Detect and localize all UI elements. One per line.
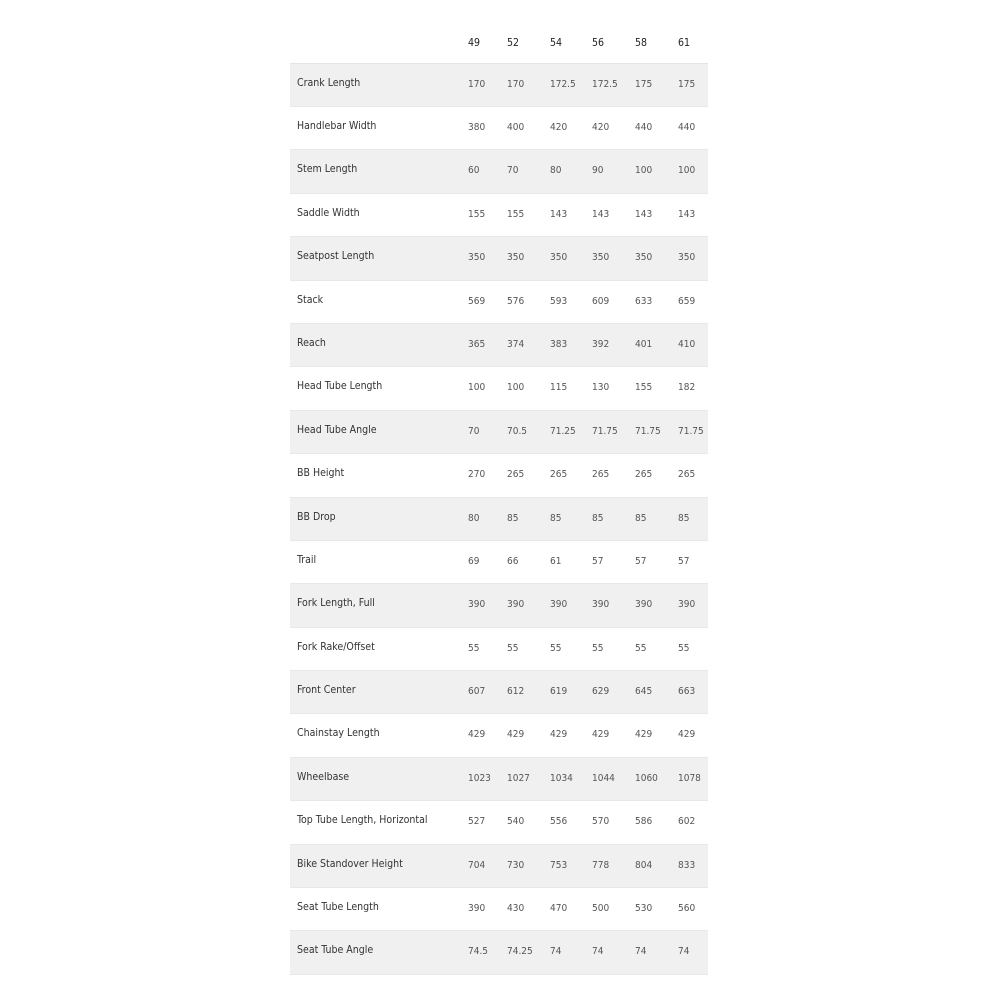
- row-value: 350: [635, 252, 653, 264]
- row-value: 704: [468, 859, 486, 871]
- row-value: 265: [507, 469, 525, 481]
- row-value: 833: [678, 859, 696, 871]
- row-value: 663: [678, 686, 696, 698]
- table-row: [290, 584, 708, 627]
- row-value: 57: [678, 555, 690, 567]
- table-row: [290, 931, 708, 974]
- size-header: 52: [507, 37, 520, 49]
- row-value: 730: [507, 859, 525, 871]
- row-value: 71.75: [592, 425, 618, 437]
- row-value: 61: [550, 555, 562, 567]
- row-value: 74: [635, 946, 647, 958]
- row-value: 593: [550, 295, 568, 307]
- table-row: [290, 758, 708, 801]
- row-value: 401: [635, 338, 653, 350]
- table-row: [290, 671, 708, 714]
- row-label: Head Tube Angle: [297, 423, 377, 436]
- row-value: 390: [678, 599, 696, 611]
- row-value: 265: [550, 469, 568, 481]
- row-value: 182: [678, 382, 696, 394]
- row-label: Front Center: [297, 684, 356, 697]
- row-value: 85: [550, 512, 562, 524]
- row-value: 170: [468, 78, 486, 90]
- row-value: 390: [468, 903, 486, 915]
- row-value: 71.75: [635, 425, 661, 437]
- row-value: 392: [592, 338, 610, 350]
- row-value: 429: [635, 729, 653, 741]
- row-value: 390: [592, 599, 610, 611]
- row-label: Seatpost Length: [297, 250, 375, 263]
- row-value: 155: [468, 208, 486, 220]
- row-value: 172.5: [592, 78, 618, 90]
- row-value: 556: [550, 816, 568, 828]
- row-value: 1060: [635, 772, 658, 784]
- row-value: 383: [550, 338, 568, 350]
- table-row: [290, 281, 708, 324]
- row-value: 429: [592, 729, 610, 741]
- geometry-table: [290, 20, 708, 975]
- row-value: 1078: [678, 772, 701, 784]
- size-header: 58: [635, 37, 648, 49]
- table-row: [290, 845, 708, 888]
- row-value: 390: [507, 599, 525, 611]
- row-label: Fork Length, Full: [297, 597, 375, 610]
- row-label: BB Height: [297, 467, 345, 480]
- row-value: 172.5: [550, 78, 576, 90]
- row-label: Seat Tube Length: [297, 901, 379, 914]
- row-value: 429: [550, 729, 568, 741]
- row-value: 55: [468, 642, 480, 654]
- row-value: 576: [507, 295, 525, 307]
- row-label: Stack: [297, 293, 324, 306]
- row-value: 55: [635, 642, 647, 654]
- row-value: 390: [635, 599, 653, 611]
- row-value: 170: [507, 78, 525, 90]
- row-label: Trail: [297, 553, 317, 566]
- row-value: 71.75: [678, 425, 704, 437]
- row-value: 1034: [550, 772, 573, 784]
- row-value: 100: [635, 165, 653, 177]
- row-value: 530: [635, 903, 653, 915]
- row-label: Top Tube Length, Horizontal: [297, 814, 428, 827]
- row-value: 633: [635, 295, 653, 307]
- row-value: 66: [507, 555, 519, 567]
- row-value: 74.25: [507, 946, 533, 958]
- row-value: 629: [592, 686, 610, 698]
- row-value: 60: [468, 165, 480, 177]
- row-value: 804: [635, 859, 653, 871]
- row-label: Chainstay Length: [297, 727, 380, 740]
- row-value: 100: [678, 165, 696, 177]
- row-value: 85: [592, 512, 604, 524]
- row-value: 586: [635, 816, 653, 828]
- row-value: 1023: [468, 772, 491, 784]
- row-value: 90: [592, 165, 604, 177]
- size-header: 56: [592, 37, 605, 49]
- table-row: [290, 888, 708, 931]
- row-value: 390: [468, 599, 486, 611]
- row-value: 1027: [507, 772, 530, 784]
- row-value: 570: [592, 816, 610, 828]
- size-header: 49: [468, 37, 481, 49]
- row-value: 55: [550, 642, 562, 654]
- table-row: [290, 324, 708, 367]
- table-row: [290, 498, 708, 541]
- table-row: [290, 194, 708, 237]
- row-value: 365: [468, 338, 486, 350]
- row-value: 270: [468, 469, 486, 481]
- row-value: 69: [468, 555, 480, 567]
- row-value: 55: [507, 642, 519, 654]
- row-value: 55: [678, 642, 690, 654]
- row-label: BB Drop: [297, 510, 336, 523]
- table-row: [290, 237, 708, 280]
- row-value: 350: [592, 252, 610, 264]
- row-label: Head Tube Length: [297, 380, 383, 393]
- row-value: 429: [507, 729, 525, 741]
- row-value: 390: [550, 599, 568, 611]
- row-value: 55: [592, 642, 604, 654]
- row-value: 100: [468, 382, 486, 394]
- row-value: 143: [592, 208, 610, 220]
- row-value: 175: [678, 78, 696, 90]
- row-value: 1044: [592, 772, 615, 784]
- row-label: Stem Length: [297, 163, 358, 176]
- row-value: 57: [635, 555, 647, 567]
- row-value: 70.5: [507, 425, 528, 437]
- row-value: 527: [468, 816, 486, 828]
- table-row: [290, 541, 708, 584]
- row-value: 380: [468, 121, 486, 133]
- table-row: [290, 714, 708, 757]
- header-row: [290, 20, 708, 64]
- table-row: [290, 150, 708, 193]
- row-value: 429: [468, 729, 486, 741]
- row-label: Crank Length: [297, 76, 361, 89]
- row-value: 430: [507, 903, 525, 915]
- table-row: [290, 64, 708, 107]
- table-row: [290, 628, 708, 671]
- row-value: 350: [507, 252, 525, 264]
- row-value: 440: [635, 121, 653, 133]
- table-row: [290, 107, 708, 150]
- row-value: 143: [635, 208, 653, 220]
- row-value: 80: [468, 512, 480, 524]
- row-value: 143: [678, 208, 696, 220]
- row-value: 85: [635, 512, 647, 524]
- row-value: 265: [678, 469, 696, 481]
- row-value: 609: [592, 295, 610, 307]
- table-row: [290, 454, 708, 497]
- row-value: 155: [635, 382, 653, 394]
- row-value: 778: [592, 859, 610, 871]
- row-value: 175: [635, 78, 653, 90]
- row-value: 619: [550, 686, 568, 698]
- row-value: 560: [678, 903, 696, 915]
- row-value: 115: [550, 382, 568, 394]
- row-label: Saddle Width: [297, 206, 360, 219]
- row-value: 645: [635, 686, 653, 698]
- row-value: 70: [468, 425, 480, 437]
- row-value: 100: [507, 382, 525, 394]
- row-value: 143: [550, 208, 568, 220]
- row-value: 57: [592, 555, 604, 567]
- row-value: 420: [592, 121, 610, 133]
- row-value: 659: [678, 295, 696, 307]
- row-value: 602: [678, 816, 696, 828]
- row-value: 429: [678, 729, 696, 741]
- row-value: 440: [678, 121, 696, 133]
- row-label: Handlebar Width: [297, 119, 377, 132]
- table-row: [290, 411, 708, 454]
- row-value: 374: [507, 338, 525, 350]
- row-value: 71.25: [550, 425, 576, 437]
- row-value: 410: [678, 338, 696, 350]
- row-value: 155: [507, 208, 525, 220]
- row-value: 130: [592, 382, 610, 394]
- row-label: Reach: [297, 336, 326, 349]
- row-value: 569: [468, 295, 486, 307]
- row-value: 70: [507, 165, 519, 177]
- row-value: 85: [507, 512, 519, 524]
- row-value: 500: [592, 903, 610, 915]
- table-row: [290, 367, 708, 410]
- row-value: 265: [635, 469, 653, 481]
- size-header: 61: [678, 37, 691, 49]
- row-value: 607: [468, 686, 486, 698]
- row-value: 350: [468, 252, 486, 264]
- row-value: 350: [550, 252, 568, 264]
- table-row: [290, 801, 708, 844]
- row-value: 74: [678, 946, 690, 958]
- row-value: 753: [550, 859, 568, 871]
- row-value: 74: [592, 946, 604, 958]
- row-label: Fork Rake/Offset: [297, 640, 375, 653]
- row-label: Seat Tube Angle: [297, 944, 374, 957]
- row-label: Bike Standover Height: [297, 857, 403, 870]
- row-value: 470: [550, 903, 568, 915]
- row-value: 85: [678, 512, 690, 524]
- row-value: 612: [507, 686, 525, 698]
- row-value: 400: [507, 121, 525, 133]
- row-value: 540: [507, 816, 525, 828]
- row-label: Wheelbase: [297, 770, 350, 783]
- row-value: 420: [550, 121, 568, 133]
- row-value: 350: [678, 252, 696, 264]
- row-value: 80: [550, 165, 562, 177]
- row-value: 74.5: [468, 946, 489, 958]
- row-value: 74: [550, 946, 562, 958]
- row-value: 265: [592, 469, 610, 481]
- size-header: 54: [550, 37, 563, 49]
